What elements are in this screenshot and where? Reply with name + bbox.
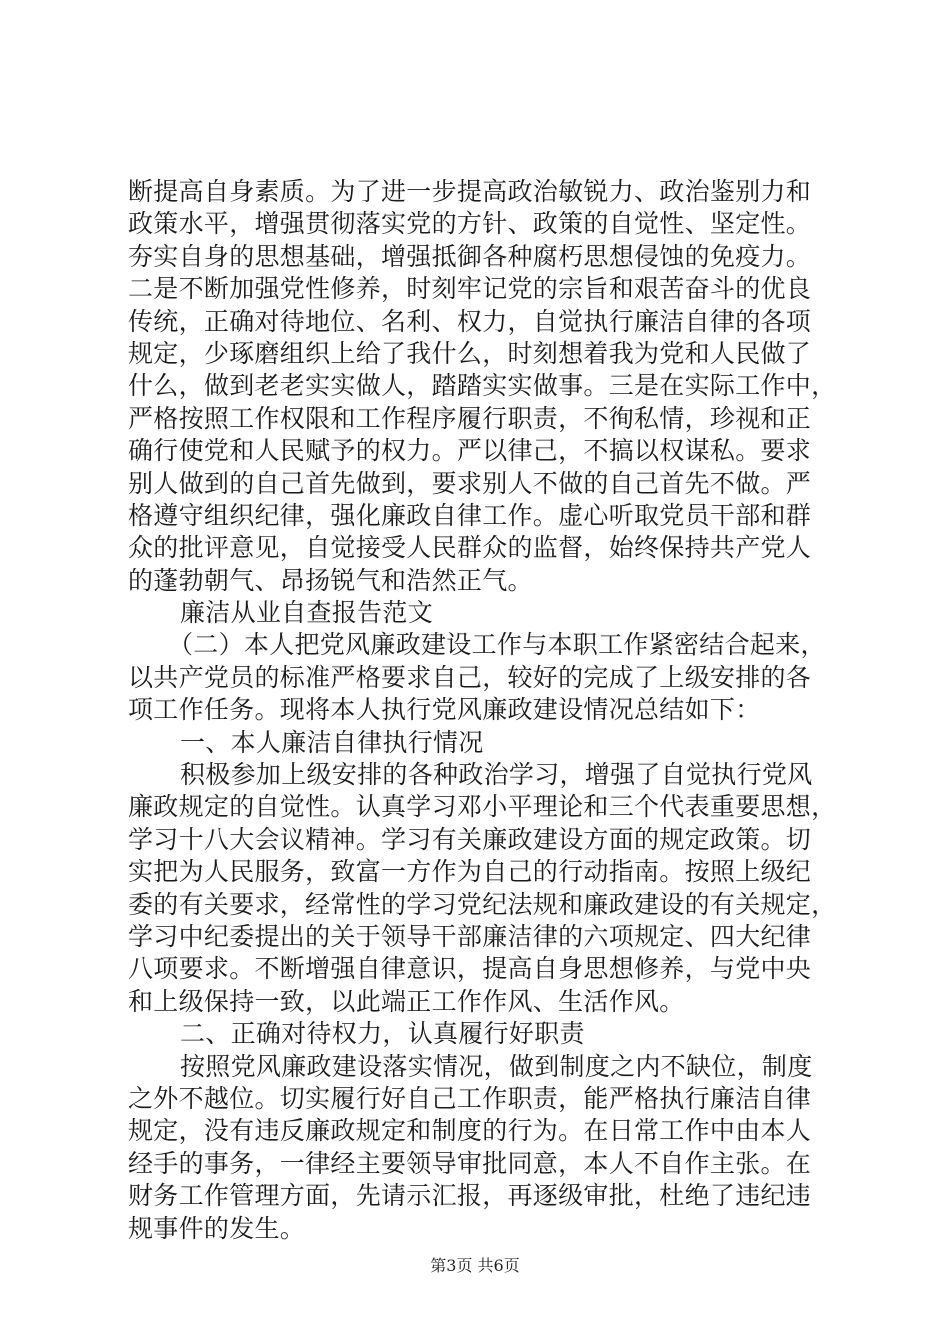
document-body bbox=[128, 176, 838, 1245]
text-line: 和上级保持一致，以此端正工作作风、生活作风。 bbox=[128, 986, 685, 1016]
text-line: 学习十八大会议精神。学习有关廉政建设方面的规定政策。切 bbox=[128, 824, 812, 854]
text-line: 财务工作管理方面，先请示汇报，再逐级审批，杜绝了违纪违 bbox=[128, 1181, 812, 1211]
paragraph-start: 积极参加上级安排的各种政治学习，增强了自觉执行党风 bbox=[180, 760, 813, 790]
text-line: 规定，没有违反廉政规定和制度的行为。在日常工作中由本人 bbox=[128, 1116, 812, 1146]
text-line: 规定，少琢磨组织上给了我什么，时刻想着我为党和人民做了 bbox=[128, 338, 812, 368]
text-line: 确行使党和人民赋予的权力。严以律己，不搞以权谋私。要求 bbox=[128, 436, 812, 466]
paragraph-start: （二）本人把党风廉政建设工作与本职工作紧密结合起来， bbox=[168, 630, 826, 660]
section-heading: 一、本人廉洁自律执行情况 bbox=[180, 727, 484, 757]
text-line: 二是不断加强党性修养，时刻牢记党的宗旨和艰苦奋斗的优良 bbox=[128, 274, 812, 304]
text-line: 什么，做到老老实实做人，踏踏实实做事。三是在实际工作中， bbox=[128, 371, 837, 401]
text-line: 断提高自身素质。为了进一步提高政治敏锐力、政治鉴别力和 bbox=[128, 177, 812, 206]
text-line: 学习中纪委提出的关于领导干部廉洁律的六项规定、四大纪律 bbox=[128, 921, 812, 951]
text-line: 实把为人民服务，致富一方作为自己的行动指南。按照上级纪 bbox=[128, 857, 812, 887]
text-line: 传统，正确对待地位、名利、权力，自觉执行廉洁自律的各项 bbox=[128, 306, 812, 336]
paragraph-start: 按照党风廉政建设落实情况，做到制度之内不缺位，制度 bbox=[180, 1051, 813, 1081]
text-line: 规事件的发生。 bbox=[128, 1213, 306, 1243]
text-line: 格遵守组织纪律，强化廉政自律工作。虚心听取党员干部和群 bbox=[128, 500, 812, 530]
text-line: 夯实自身的思想基础，增强抵御各种腐朽思想侵蚀的免疫力。 bbox=[128, 241, 812, 271]
page-number: 第3页 共6页 bbox=[430, 1256, 520, 1275]
text-line: 八项要求。不断增强自律意识，提高自身思想修养，与党中央 bbox=[128, 954, 812, 984]
section-heading: 二、正确对待权力，认真履行好职责 bbox=[180, 1019, 585, 1049]
text-line: 的蓬勃朝气、昂扬锐气和浩然正气。 bbox=[128, 565, 533, 595]
text-line: 众的批评意见，自觉接受人民群众的监督，始终保持共产党人 bbox=[128, 533, 812, 563]
text-line: 之外不越位。切实履行好自己工作职责，能严格执行廉洁自律 bbox=[128, 1083, 812, 1113]
text-line: 严格按照工作权限和工作程序履行职责，不徇私情，珍视和正 bbox=[128, 403, 812, 433]
text-line: 项工作任务。现将本人执行党风廉政建设情况总结如下： bbox=[128, 695, 761, 725]
text-line: 廉政规定的自觉性。认真学习邓小平理论和三个代表重要思想， bbox=[128, 792, 837, 822]
text-line: 政策水平，增强贯彻落实党的方针、政策的自觉性、坚定性。 bbox=[128, 209, 812, 239]
text-line: 委的有关要求，经常性的学习党纪法规和廉政建设的有关规定， bbox=[128, 889, 837, 919]
text-line: 别人做到的自己首先做到，要求别人不做的自己首先不做。严 bbox=[128, 468, 812, 498]
section-heading: 廉洁从业自查报告范文 bbox=[180, 598, 434, 628]
text-line: 以共产党员的标准严格要求自己，较好的完成了上级安排的各 bbox=[128, 662, 812, 692]
text-line: 经手的事务，一律经主要领导审批同意，本人不自作主张。在 bbox=[128, 1148, 812, 1178]
